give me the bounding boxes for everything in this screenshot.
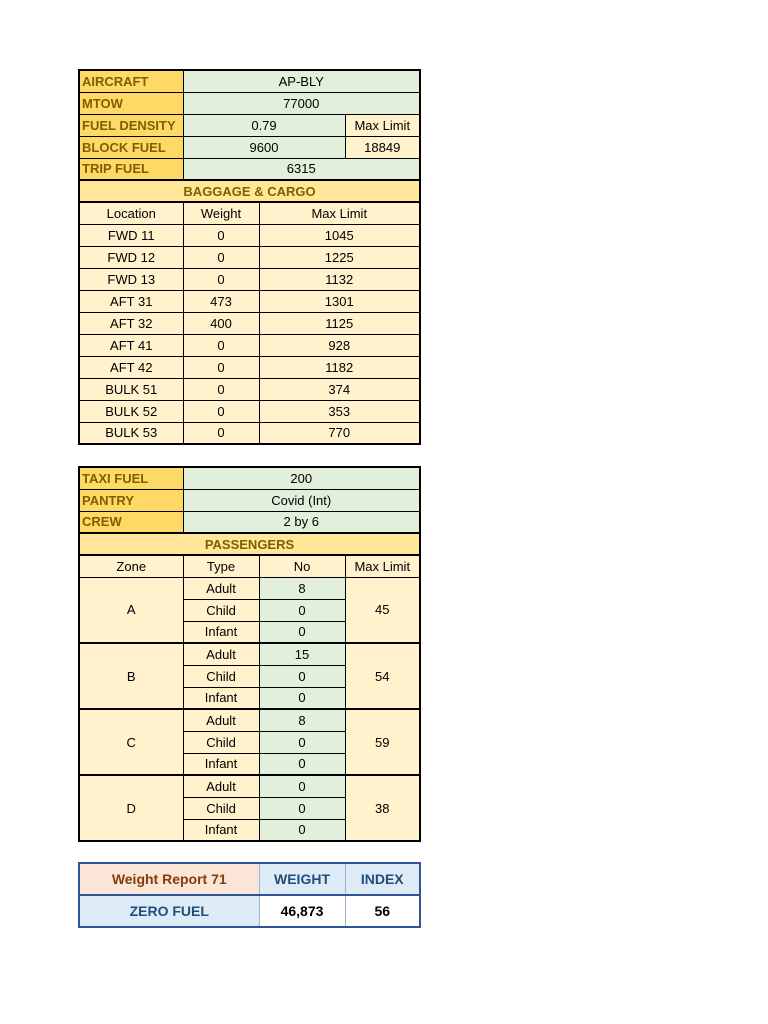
cargo-location: AFT 32 — [79, 312, 183, 334]
zone-label: C — [79, 709, 183, 775]
pax-count[interactable]: 0 — [259, 753, 345, 775]
cargo-weight[interactable]: 0 — [183, 224, 259, 246]
weight-report-title: Weight Report 71 — [79, 863, 259, 895]
cargo-row — [79, 400, 420, 422]
pax-type: Adult — [183, 709, 259, 731]
zone-label: B — [79, 643, 183, 709]
pax-count[interactable]: 15 — [259, 643, 345, 665]
pax-count[interactable]: 0 — [259, 599, 345, 621]
cargo-max-limit: 770 — [259, 422, 420, 444]
pax-count[interactable]: 0 — [259, 775, 345, 797]
weight-report-table — [78, 862, 421, 928]
zero-fuel-weight: 46,873 — [259, 895, 345, 927]
zone-max-limit: 38 — [345, 775, 420, 841]
pantry-label: PANTRY — [79, 489, 183, 511]
aircraft-label: AIRCRAFT — [79, 70, 183, 92]
pantry-value[interactable]: Covid (Int) — [183, 489, 420, 511]
cargo-row — [79, 290, 420, 312]
pax-count[interactable]: 0 — [259, 665, 345, 687]
zone-label: D — [79, 775, 183, 841]
cargo-location: AFT 31 — [79, 290, 183, 312]
location-header: Location — [79, 202, 183, 224]
block-fuel-max-value: 18849 — [345, 136, 420, 158]
pax-type: Infant — [183, 819, 259, 841]
cargo-row — [79, 422, 420, 444]
pax-type: Infant — [183, 687, 259, 709]
aircraft-value[interactable]: AP-BLY — [183, 70, 420, 92]
no-header: No — [259, 555, 345, 577]
pax-type: Adult — [183, 775, 259, 797]
pax-type: Child — [183, 797, 259, 819]
cargo-row — [79, 224, 420, 246]
pax-max-limit-header: Max Limit — [345, 555, 420, 577]
zone-max-limit: 59 — [345, 709, 420, 775]
pax-type: Adult — [183, 577, 259, 599]
max-limit-header: Max Limit — [259, 202, 420, 224]
weight-column-header: WEIGHT — [259, 863, 345, 895]
cargo-row — [79, 268, 420, 290]
cargo-max-limit: 353 — [259, 400, 420, 422]
pax-type: Infant — [183, 621, 259, 643]
cargo-location: BULK 52 — [79, 400, 183, 422]
cargo-location: FWD 11 — [79, 224, 183, 246]
cargo-location: AFT 41 — [79, 334, 183, 356]
cargo-max-limit: 1182 — [259, 356, 420, 378]
zone-max-limit: 45 — [345, 577, 420, 643]
pax-count[interactable]: 0 — [259, 797, 345, 819]
baggage-cargo-heading: BAGGAGE & CARGO — [79, 180, 420, 202]
zero-fuel-index: 56 — [345, 895, 420, 927]
fuel-density-value[interactable]: 0.79 — [183, 114, 345, 136]
pax-count[interactable]: 0 — [259, 687, 345, 709]
cargo-max-limit: 1045 — [259, 224, 420, 246]
passengers-heading: PASSENGERS — [79, 533, 420, 555]
cargo-row — [79, 312, 420, 334]
pax-count[interactable]: 0 — [259, 731, 345, 753]
cargo-weight[interactable]: 473 — [183, 290, 259, 312]
trip-fuel-value[interactable]: 6315 — [183, 158, 420, 180]
pax-type: Child — [183, 731, 259, 753]
cargo-row — [79, 378, 420, 400]
cargo-weight[interactable]: 0 — [183, 400, 259, 422]
cargo-max-limit: 1132 — [259, 268, 420, 290]
cargo-weight[interactable]: 0 — [183, 378, 259, 400]
cargo-location: BULK 53 — [79, 422, 183, 444]
weight-header: Weight — [183, 202, 259, 224]
pax-type: Child — [183, 599, 259, 621]
zone-label: A — [79, 577, 183, 643]
pax-count[interactable]: 8 — [259, 709, 345, 731]
cargo-location: FWD 13 — [79, 268, 183, 290]
mtow-value[interactable]: 77000 — [183, 92, 420, 114]
crew-value[interactable]: 2 by 6 — [183, 511, 420, 533]
cargo-max-limit: 928 — [259, 334, 420, 356]
fuel-density-label: FUEL DENSITY — [79, 114, 183, 136]
block-fuel-label: BLOCK FUEL — [79, 136, 183, 158]
pax-count[interactable]: 0 — [259, 819, 345, 841]
type-header: Type — [183, 555, 259, 577]
pax-type: Adult — [183, 643, 259, 665]
taxi-fuel-value[interactable]: 200 — [183, 467, 420, 489]
cargo-location: AFT 42 — [79, 356, 183, 378]
cargo-location: BULK 51 — [79, 378, 183, 400]
cargo-max-limit: 1301 — [259, 290, 420, 312]
fuel-max-limit-header: Max Limit — [345, 114, 420, 136]
cargo-max-limit: 1225 — [259, 246, 420, 268]
cargo-row — [79, 356, 420, 378]
cargo-weight[interactable]: 0 — [183, 422, 259, 444]
cargo-weight[interactable]: 0 — [183, 268, 259, 290]
passenger-table — [78, 466, 421, 842]
mtow-label: MTOW — [79, 92, 183, 114]
pax-count[interactable]: 8 — [259, 577, 345, 599]
pax-type: Infant — [183, 753, 259, 775]
zone-header: Zone — [79, 555, 183, 577]
cargo-weight[interactable]: 400 — [183, 312, 259, 334]
pax-count[interactable]: 0 — [259, 621, 345, 643]
crew-label: CREW — [79, 511, 183, 533]
cargo-row — [79, 246, 420, 268]
trip-fuel-label: TRIP FUEL — [79, 158, 183, 180]
cargo-location: FWD 12 — [79, 246, 183, 268]
taxi-fuel-label: TAXI FUEL — [79, 467, 183, 489]
zone-max-limit: 54 — [345, 643, 420, 709]
cargo-row — [79, 334, 420, 356]
index-column-header: INDEX — [345, 863, 420, 895]
aircraft-fuel-table — [78, 69, 421, 445]
cargo-weight[interactable]: 0 — [183, 356, 259, 378]
pax-type: Child — [183, 665, 259, 687]
cargo-max-limit: 1125 — [259, 312, 420, 334]
block-fuel-value[interactable]: 9600 — [183, 136, 345, 158]
cargo-weight[interactable]: 0 — [183, 334, 259, 356]
cargo-weight[interactable]: 0 — [183, 246, 259, 268]
cargo-max-limit: 374 — [259, 378, 420, 400]
zero-fuel-label: ZERO FUEL — [79, 895, 259, 927]
